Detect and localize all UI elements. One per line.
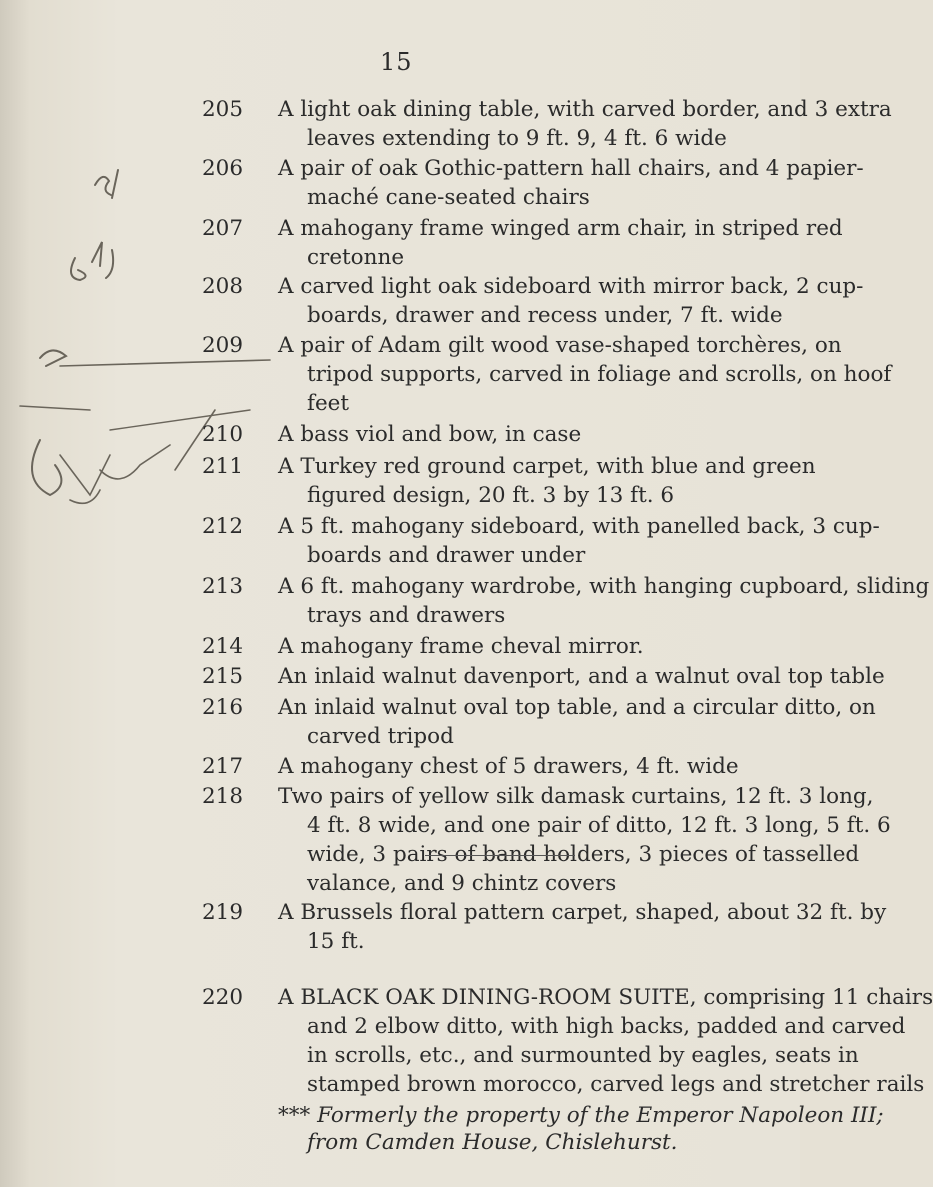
lot-line: 15 ft. — [307, 929, 365, 954]
lot-line: A Brussels floral pattern carpet, shaped, about 32 ft. by — [278, 900, 887, 925]
lot-line: feet — [307, 391, 350, 416]
lot-line: tripod supports, carved in foliage and scrolls, on hoof — [307, 362, 892, 387]
lot-description — [278, 898, 887, 956]
lot-line: 4 ft. 8 wide, and one pair of ditto, 12 ft. 3 long, 5 ft. 6 — [307, 813, 891, 838]
lot-number: 212 — [202, 514, 244, 539]
lot-number: 211 — [202, 454, 244, 479]
lot-number: 217 — [202, 754, 244, 779]
lot-line: and 2 elbow ditto, with high backs, padded and carved — [307, 1014, 906, 1039]
lot-line: in scrolls, etc., and surmounted by eagles, seats in — [307, 1043, 859, 1068]
lot-line: An inlaid walnut oval top table, and a circular ditto, on — [278, 695, 876, 720]
lot-line: carved tripod — [307, 724, 454, 749]
lot-description — [278, 662, 885, 691]
provenance-note: *** Formerly the property of the Emperor Napoleon III; from Camden House, Chislehurst. — [278, 1103, 884, 1155]
lot-line: A pair of oak Gothic-pattern hall chairs, and 4 papier- — [278, 156, 864, 181]
lot-description — [278, 782, 891, 898]
lot-number: 205 — [202, 97, 244, 122]
lot-line: maché cane-seated chairs — [307, 185, 590, 210]
lot-line: valance, and 9 chintz covers — [307, 871, 617, 896]
lot-line: A light oak dining table, with carved border, and 3 extra — [278, 97, 892, 122]
lot-number: 220 — [202, 985, 244, 1010]
lot-description — [278, 331, 892, 418]
lot-line: A bass viol and bow, in case — [278, 422, 582, 447]
lot-line: An inlaid walnut davenport, and a walnut oval top table — [278, 664, 885, 689]
lot-line: wide, 3 pairs of band holders, 3 pieces of tasselled — [307, 842, 860, 867]
lot-number: 206 — [202, 156, 244, 181]
lot-line: A 6 ft. mahogany wardrobe, with hanging cupboard, sliding — [278, 574, 930, 599]
lot-line: A mahogany frame cheval mirror. — [278, 634, 644, 659]
lot-number: 219 — [202, 900, 244, 925]
lot-number: 207 — [202, 216, 244, 241]
lot-number: 214 — [202, 634, 244, 659]
lot-description — [278, 95, 892, 153]
lot-line: A pair of Adam gilt wood vase-shaped torchères, on — [278, 333, 842, 358]
lot-number: 210 — [202, 422, 244, 447]
lot-line: A mahogany frame winged arm chair, in striped red — [278, 216, 843, 241]
lot-line: cretonne — [307, 245, 405, 270]
lot-line: A 5 ft. mahogany sideboard, with panelled back, 3 cup- — [278, 514, 880, 539]
lot-line: A mahogany chest of 5 drawers, 4 ft. wide — [278, 754, 739, 779]
lot-description — [278, 632, 778, 661]
lot-line: boards and drawer under — [307, 543, 586, 568]
lot-line: A BLACK OAK DINING-ROOM SUITE, comprising 11 chairs — [278, 985, 933, 1010]
lot-line: A Turkey red ground carpet, with blue and green — [278, 454, 816, 479]
lot-description — [278, 752, 778, 781]
lot-number: 215 — [202, 664, 244, 689]
page-number: 15 — [380, 48, 413, 76]
lot-line: trays and drawers — [307, 603, 506, 628]
lot-number: 208 — [202, 274, 244, 299]
lot-line: boards, drawer and recess under, 7 ft. wide — [307, 303, 783, 328]
lot-line: stamped brown morocco, carved legs and stretcher rails — [307, 1072, 925, 1097]
lot-description — [278, 214, 843, 272]
lot-description — [278, 572, 930, 630]
lot-description — [278, 693, 876, 751]
lot-line: Two pairs of yellow silk damask curtains, 12 ft. 3 long, — [278, 784, 874, 809]
lot-description — [278, 154, 864, 212]
lot-description — [278, 420, 778, 449]
lot-line: leaves extending to 9 ft. 9, 4 ft. 6 wide — [307, 126, 727, 151]
lot-description — [278, 512, 880, 570]
lot-line: A carved light oak sideboard with mirror back, 2 cup- — [278, 274, 864, 299]
lot-description — [278, 983, 933, 1099]
lot-description — [278, 452, 816, 510]
section-divider — [425, 855, 575, 856]
lot-number: 209 — [202, 333, 244, 358]
lot-description — [278, 272, 864, 330]
lot-number: 218 — [202, 784, 244, 809]
lot-number: 213 — [202, 574, 244, 599]
lot-line: figured design, 20 ft. 3 by 13 ft. 6 — [307, 483, 675, 508]
lot-number: 216 — [202, 695, 244, 720]
